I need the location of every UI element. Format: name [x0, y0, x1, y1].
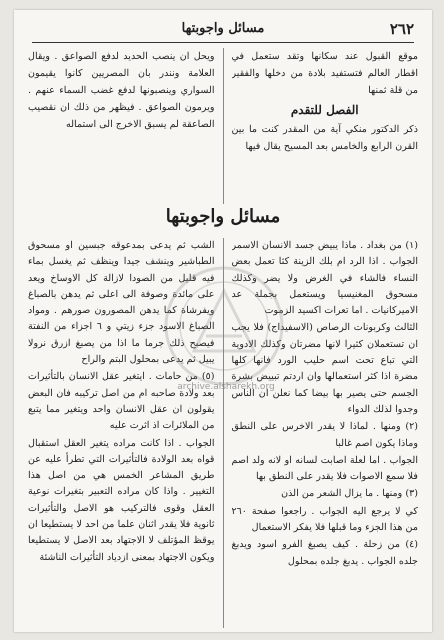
watermark-url: archive.alsharekh.org — [177, 382, 275, 392]
qa-paragraph: (٥) من حامات . ايتغير عقل الانسان بالتأثيرات بعد ولادة صاحبه ام من اصل تركيبه فان البعض يقولون ان عقل الانسان واحد ويتغير مما يتبع من الملائرات اذ اثرت عليه — [28, 371, 215, 432]
qa-paragraph: الثالث وكربونات الرصاص (الاسفيداج) فلا يجب ان تستعملان كثيرا لانها مضرتان وكذلك الادوية التي تباع تحت اسم حليب الورد فانها كلها مضرة اذا كثر استعمالها وان اردتم تبييض بشرة الجسم حتى يصير بها بيضا كما نعلن ان الناس وجدوا لذلك الدواء — [231, 322, 418, 415]
qa-paragraph: الشب ثم يدعى بمدعوقه جبسين او مسحوق الطباشير وينشف جيدا وينظف ثم يغسل بماء فيه قليل من الصودا لازالة كل الاوساخ ويعد على مائدة وصوفة الى اعلى ثم يدهن بالصباغ ويفرشاة كما يدهن المصورون صورهم . ومواد الصباغ الاسود جزء زيتي و ٦ اجزاء من النفتة فيصبح ذلك جرما ما اذا من يصبغ ازرق نرولا يبيل ثم يدعى بمحلول البتم والراح — [28, 240, 215, 366]
top-two-column-text — [28, 48, 418, 204]
qa-paragraph: كي لا يرجع اليه الجواب . راجعوا صفحة ٢٦٠ من هذا الجزء وما قبلها فلا يفكر الاستعمال — [231, 505, 418, 534]
page-header — [32, 18, 414, 43]
qa-paragraph: (١) من بغداد . ماذا يبيض جسد الانسان الاسمر الجواب . اذا الرد ام بلك الزينة كثا تعمل بعض النساء فالشاء في الغرض ولا يضر وكذلك مسحوق المغنيسيا ويستعمل بجملة عد الاميركانيات . اما تعرات اكسيد الزموت — [231, 240, 418, 317]
document-page — [14, 10, 432, 632]
column-divider — [223, 48, 224, 204]
bottom-left-column — [28, 238, 215, 628]
section-subheading: الفصل للتقدم — [290, 103, 359, 117]
qa-paragraph: الجواب . اذا كانت مراده يتغير العقل استقبال قواه بعد الولادة فالتأثيرات التي تطرأ عليه عن طريق المشاعر الخمس هي من اصل هذا التغيير . واذا كان مراده التعبير بتغيرات نوعية العقل وقوى فالتركيب هو الاصل والتأثيرات ثانوية فلا يقدر اثنان علما من احد لا يستطيعا ان يوقظ المؤتلف لا الاجتهاد بعد الاصل لا يستطيعا ويكون الاجتهاد بمعنى ازدياد التأثيرات الناشئة — [28, 437, 215, 563]
qa-paragraph: (٢) ومنها . لماذا لا يقدر الاخرس على النطق وماذا يكون اصم غالبا — [231, 421, 418, 449]
section-title: مسائل واجوبتها — [165, 206, 281, 227]
qa-paragraph: (٤) من زحلة . كيف يصبغ الفرو اسود ويدبغ جلده الجواب . يدبغ جلده بمحلول — [231, 539, 418, 567]
qa-paragraph: الجواب . اما لعلة اصابت لسانه او لانه ولد اصم فلا سمع الاصوات فلا يقدر على النطق بها — [231, 454, 418, 483]
top-left-paragraph: ويحل ان ينصب الحديد لدفع الصواعق . ويقال العلامة ونندر بان المصريين كانوا يقيمون السواري وينصبونها لدفع غضب السماء عنهم . ويرمون الصواعق . فيظهر من ذلك ان نقصيب الصاعقة لم يسبق الاخرج الى استماله — [28, 51, 215, 130]
qa-paragraph: (٣) ومنها . ما يزال الشعر من الذن — [281, 488, 418, 500]
top-right-column — [232, 48, 419, 204]
top-right-paragraph-2: ذكر الدكتور منكي آية من المقدر كنت ما بين القرن الرابع والخامس بعد المسيح يقال فيها — [231, 124, 418, 152]
top-left-column — [28, 48, 215, 204]
column-divider — [223, 238, 224, 628]
bottom-two-column-text — [28, 238, 418, 628]
running-title: مسائل واجوبتها — [181, 21, 265, 36]
page-number: ٢٦٢ — [389, 20, 414, 38]
bottom-right-column — [232, 238, 419, 628]
top-right-paragraph-1: موقع القبول عند سكانها وتقد ستعمل في اقطار العالم فتستفيد بلادة من دخلها والفقير من قلة ثمنها — [231, 51, 418, 96]
